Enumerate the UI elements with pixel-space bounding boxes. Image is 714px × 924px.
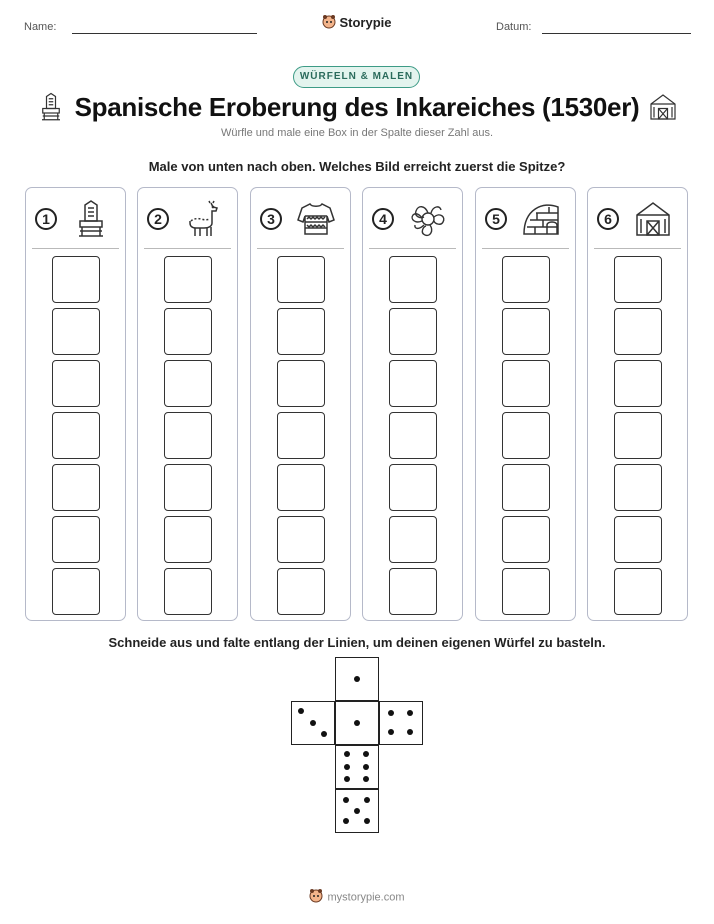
color-box[interactable] [502,464,550,511]
die-pip [363,751,369,757]
color-box[interactable] [614,256,662,303]
color-box[interactable] [164,464,212,511]
name-label: Name: [24,21,57,33]
die-pip [363,764,369,770]
die-face-1 [335,657,379,701]
color-box[interactable] [164,568,212,615]
die-pip [344,776,350,782]
die-pip [343,818,349,824]
die-column-5 [475,187,576,621]
brand-name: Storypie [339,14,392,30]
color-box[interactable] [52,256,100,303]
die-pip [388,729,394,735]
yarn-icon [408,199,448,239]
cut-instruction: Schneide aus und falte entlang der Linien, um deinen eigenen Würfel zu basteln. [108,635,606,650]
die-pip [344,751,350,757]
column-divider [594,248,681,249]
color-box[interactable] [614,360,662,407]
color-box[interactable] [164,360,212,407]
throne-icon [71,199,111,239]
die-face-4 [379,701,423,745]
name-line [72,33,257,34]
color-box[interactable] [502,256,550,303]
column-divider [257,248,344,249]
color-box[interactable] [389,568,437,615]
die-pip [364,818,370,824]
die-column-6 [587,187,688,621]
color-box[interactable] [164,308,212,355]
die-column-3 [250,187,351,621]
sweater-icon [296,199,336,239]
color-box[interactable] [52,464,100,511]
color-box[interactable] [389,256,437,303]
color-box[interactable] [502,412,550,459]
die-column-1 [25,187,126,621]
column-number: 5 [485,208,507,230]
color-box[interactable] [502,568,550,615]
color-box[interactable] [277,360,325,407]
color-box[interactable] [614,308,662,355]
storypie-logo-icon [322,14,336,33]
color-box[interactable] [164,412,212,459]
die-face-5 [335,789,379,833]
die-pip [407,710,413,716]
date-label: Datum: [496,21,532,33]
page-subtitle: Würfle und male eine Box in der Spalte dieser Zahl aus. [220,127,494,139]
column-divider [144,248,231,249]
die-face-3 [291,701,335,745]
brand-logo [0,14,714,33]
column-number: 3 [260,208,282,230]
color-box[interactable] [52,412,100,459]
color-box[interactable] [52,360,100,407]
color-box[interactable] [52,308,100,355]
color-box[interactable] [614,516,662,563]
die-pip [363,776,369,782]
color-box[interactable] [164,516,212,563]
column-number: 6 [597,208,619,230]
column-divider [369,248,456,249]
die-column-2 [137,187,238,621]
column-number: 2 [147,208,169,230]
die-pip [388,710,394,716]
column-divider [32,248,119,249]
color-box[interactable] [614,464,662,511]
date-line [542,33,691,34]
barn-icon [633,199,673,239]
die-pip [354,676,360,682]
color-box[interactable] [389,464,437,511]
die-pip [354,720,360,726]
die-pip [298,708,304,714]
color-box[interactable] [52,568,100,615]
die-pip [321,731,327,737]
die-pip [354,808,360,814]
storypie-footer-icon [309,888,323,907]
color-box[interactable] [277,412,325,459]
coloring-instruction: Male von unten nach oben. Welches Bild erreicht zuerst die Spitze? [148,159,566,174]
color-box[interactable] [502,516,550,563]
die-pip [343,797,349,803]
color-box[interactable] [614,568,662,615]
color-box[interactable] [52,516,100,563]
color-box[interactable] [277,568,325,615]
page-title: Spanische Eroberung des Inkareiches (1530er) [74,92,640,122]
color-box[interactable] [164,256,212,303]
die-pip [310,720,316,726]
column-number: 1 [35,208,57,230]
llama-icon [183,199,223,239]
color-box[interactable] [389,412,437,459]
color-box[interactable] [389,308,437,355]
color-box[interactable] [277,464,325,511]
die-pip [364,797,370,803]
die-face-6 [335,745,379,789]
color-box[interactable] [614,412,662,459]
color-box[interactable] [389,360,437,407]
die-pip [407,729,413,735]
die-face-1 [335,701,379,745]
color-box[interactable] [389,516,437,563]
die-pip [344,764,350,770]
barn-icon [648,92,678,122]
igloo-icon [521,199,561,239]
column-divider [482,248,569,249]
color-box[interactable] [277,308,325,355]
activity-badge: WÜRFELN & MALEN [293,66,420,88]
die-column-4 [362,187,463,621]
column-number: 4 [372,208,394,230]
color-box[interactable] [502,308,550,355]
footer-url: mystorypie.com [327,891,405,904]
color-box[interactable] [277,516,325,563]
color-box[interactable] [502,360,550,407]
footer [0,888,714,907]
color-box[interactable] [277,256,325,303]
